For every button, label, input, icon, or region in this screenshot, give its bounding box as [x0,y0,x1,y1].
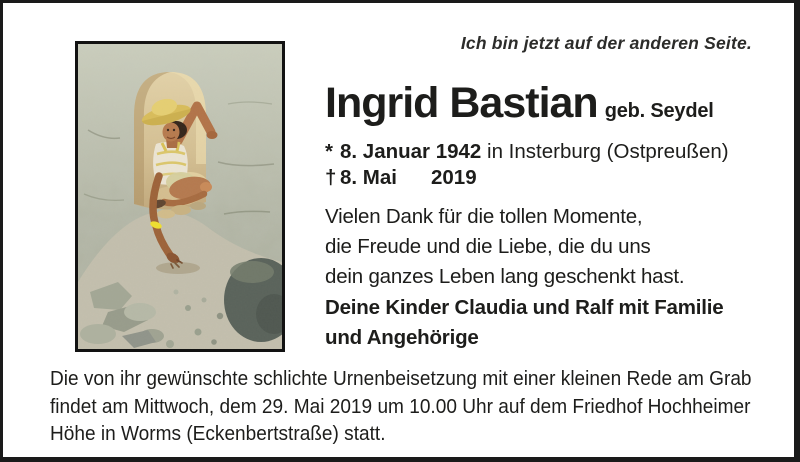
funeral-notice [50,365,794,448]
thanks-line: dein ganzes Leben lang geschenkt hast. [325,265,685,288]
born-symbol: * [325,140,333,163]
thanks-line: Vielen Dank für die tollen Momente, [325,205,643,228]
family-signature [325,293,723,353]
deceased-name-row [325,79,714,127]
maiden-name: geb. Seydel [604,100,714,122]
dagger-symbol: † [325,165,337,189]
family-line: Deine Kinder Claudia und Ralf mit Familie [325,296,724,319]
thanks-line: die Freude und die Liebe, die du uns [325,235,651,258]
epigraph-quote: Ich bin jetzt auf der anderen Seite. [460,33,752,53]
photo-illustration [78,44,282,349]
birth-date: 8. Januar 1942 [340,140,482,163]
notice-line: Höhe in Worms (Eckenbertstraße) statt. [50,422,386,445]
portrait-photo [75,41,285,352]
death-year: 2019 [431,165,477,189]
life-dates [325,139,729,190]
death-date: 8. Mai [340,165,397,189]
notice-line: Die von ihr gewünschte schlichte Urnenbeisetzung mit einer kleinen Rede am Grab [50,367,752,390]
deceased-name: Ingrid Bastian [325,79,598,127]
thanks-paragraph [325,202,684,292]
death-date-line [325,165,729,191]
birth-place: in Insterburg (Ostpreußen) [487,140,729,163]
notice-line: findet am Mittwoch, dem 29. Mai 2019 um 10.00 Uhr auf dem Friedhof Hochheimer [50,394,751,418]
birth-date-line [325,139,729,165]
family-line: und Angehörige [325,326,479,349]
